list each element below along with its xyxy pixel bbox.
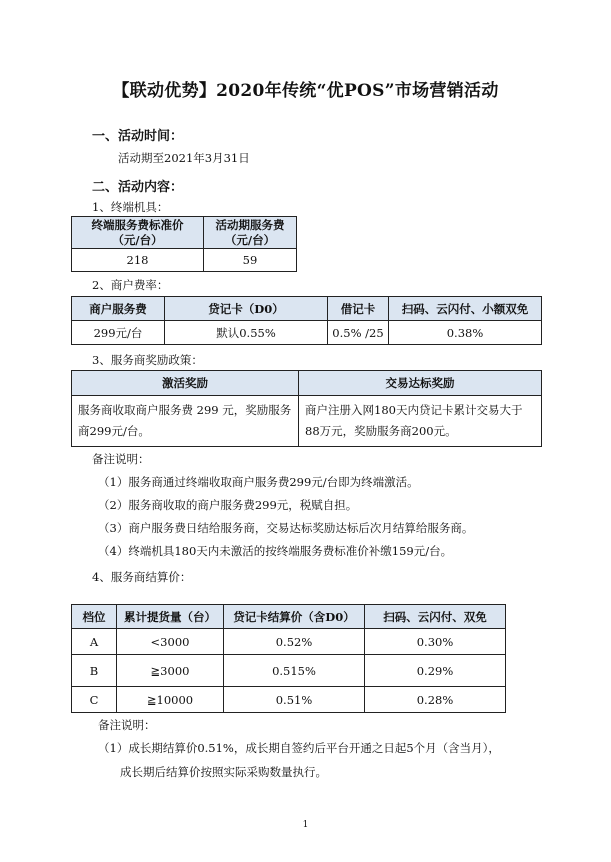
section-time-heading: 一、活动时间： xyxy=(92,129,184,144)
notes1-item-1: （1）服务商通过终端收取商户服务费299元/台即为终端激活。 xyxy=(98,475,419,489)
th-scan-settlement: 扫码、云闪付、双免 xyxy=(365,605,506,629)
th-merchant-fee: 商户服务费 xyxy=(72,297,165,321)
cell-credit-rate: 0.51% xyxy=(224,687,365,713)
page-number: 1 xyxy=(302,820,309,830)
activity-period-text: 活动期至2021年3月31日 xyxy=(118,151,250,165)
notes1-label: 备注说明： xyxy=(92,452,150,466)
cell-scan-pay: 0.38% xyxy=(389,321,542,345)
notes2-line-2: 成长期后结算价按照实际采购数量执行。 xyxy=(120,765,327,779)
merchant-rate-label: 2、商户费率： xyxy=(92,278,169,292)
notes2-label: 备注说明： xyxy=(98,718,156,732)
th-tier: 档位 xyxy=(72,605,117,629)
cell-activity-fee: 59 xyxy=(204,249,297,272)
th-standard-fee: 终端服务费标准价 （元/台） xyxy=(72,217,204,249)
table-row xyxy=(72,629,506,655)
reward-policy-table xyxy=(71,370,542,447)
th-trade-reward: 交易达标奖励 xyxy=(299,371,542,396)
notes2-line-1: （1）成长期结算价0.51%，成长期自签约后平台开通之日起5个月（含当月）， xyxy=(98,741,500,755)
section-content-heading: 二、活动内容： xyxy=(92,180,184,195)
th-debit-card: 借记卡 xyxy=(328,297,389,321)
cell-credit-card: 默认0.55% xyxy=(165,321,328,345)
th-cumulative-volume: 累计提货量（台） xyxy=(117,605,224,629)
notes1-item-2: （2）服务商收取的商户服务费299元，税赋自担。 xyxy=(98,498,358,512)
settlement-label: 4、服务商结算价： xyxy=(92,570,192,584)
cell-credit-rate: 0.515% xyxy=(224,655,365,687)
notes1-item-4: （4）终端机具180天内未激活的按终端服务费标准价补缴159元/台。 xyxy=(98,544,453,558)
cell-standard-fee: 218 xyxy=(72,249,204,272)
cell-scan-rate: 0.29% xyxy=(365,655,506,687)
th-scan-pay: 扫码、云闪付、小额双免 xyxy=(389,297,542,321)
cell-scan-rate: 0.28% xyxy=(365,687,506,713)
cell-tier: A xyxy=(72,629,117,655)
page-title: 【联动优势】2020年传统“优POS”市场营销活动 xyxy=(112,81,499,101)
cell-credit-rate: 0.52% xyxy=(224,629,365,655)
th-activation-reward: 激活奖励 xyxy=(72,371,299,396)
cell-tier: B xyxy=(72,655,117,687)
table-row xyxy=(72,655,506,687)
th-activity-fee: 活动期服务费 （元/台） xyxy=(204,217,297,249)
terminal-fee-table xyxy=(71,216,297,272)
merchant-rate-table xyxy=(71,296,542,345)
th-credit-card: 贷记卡（D0） xyxy=(165,297,328,321)
table-row xyxy=(72,687,506,713)
reward-policy-label: 3、服务商奖励政策： xyxy=(92,353,203,367)
cell-trade-reward: 商户注册入网180天内贷记卡累计交易大于 88万元，奖励服务商200元。 xyxy=(299,396,542,447)
cell-debit-card: 0.5% /25 xyxy=(328,321,389,345)
notes1-item-3: （3）商户服务费日结给服务商，交易达标奖励达标后次月结算给服务商。 xyxy=(98,521,474,535)
cell-volume: ≧10000 xyxy=(117,687,224,713)
cell-scan-rate: 0.30% xyxy=(365,629,506,655)
cell-tier: C xyxy=(72,687,117,713)
cell-merchant-fee: 299元/台 xyxy=(72,321,165,345)
cell-volume: ≧3000 xyxy=(117,655,224,687)
cell-activation-reward: 服务商收取商户服务费 299 元，奖励服务商299元/台。 xyxy=(72,396,299,447)
th-credit-settlement: 贷记卡结算价（含D0） xyxy=(224,605,365,629)
cell-volume: <3000 xyxy=(117,629,224,655)
terminal-label: 1、终端机具： xyxy=(92,200,169,214)
settlement-price-table xyxy=(71,604,506,713)
